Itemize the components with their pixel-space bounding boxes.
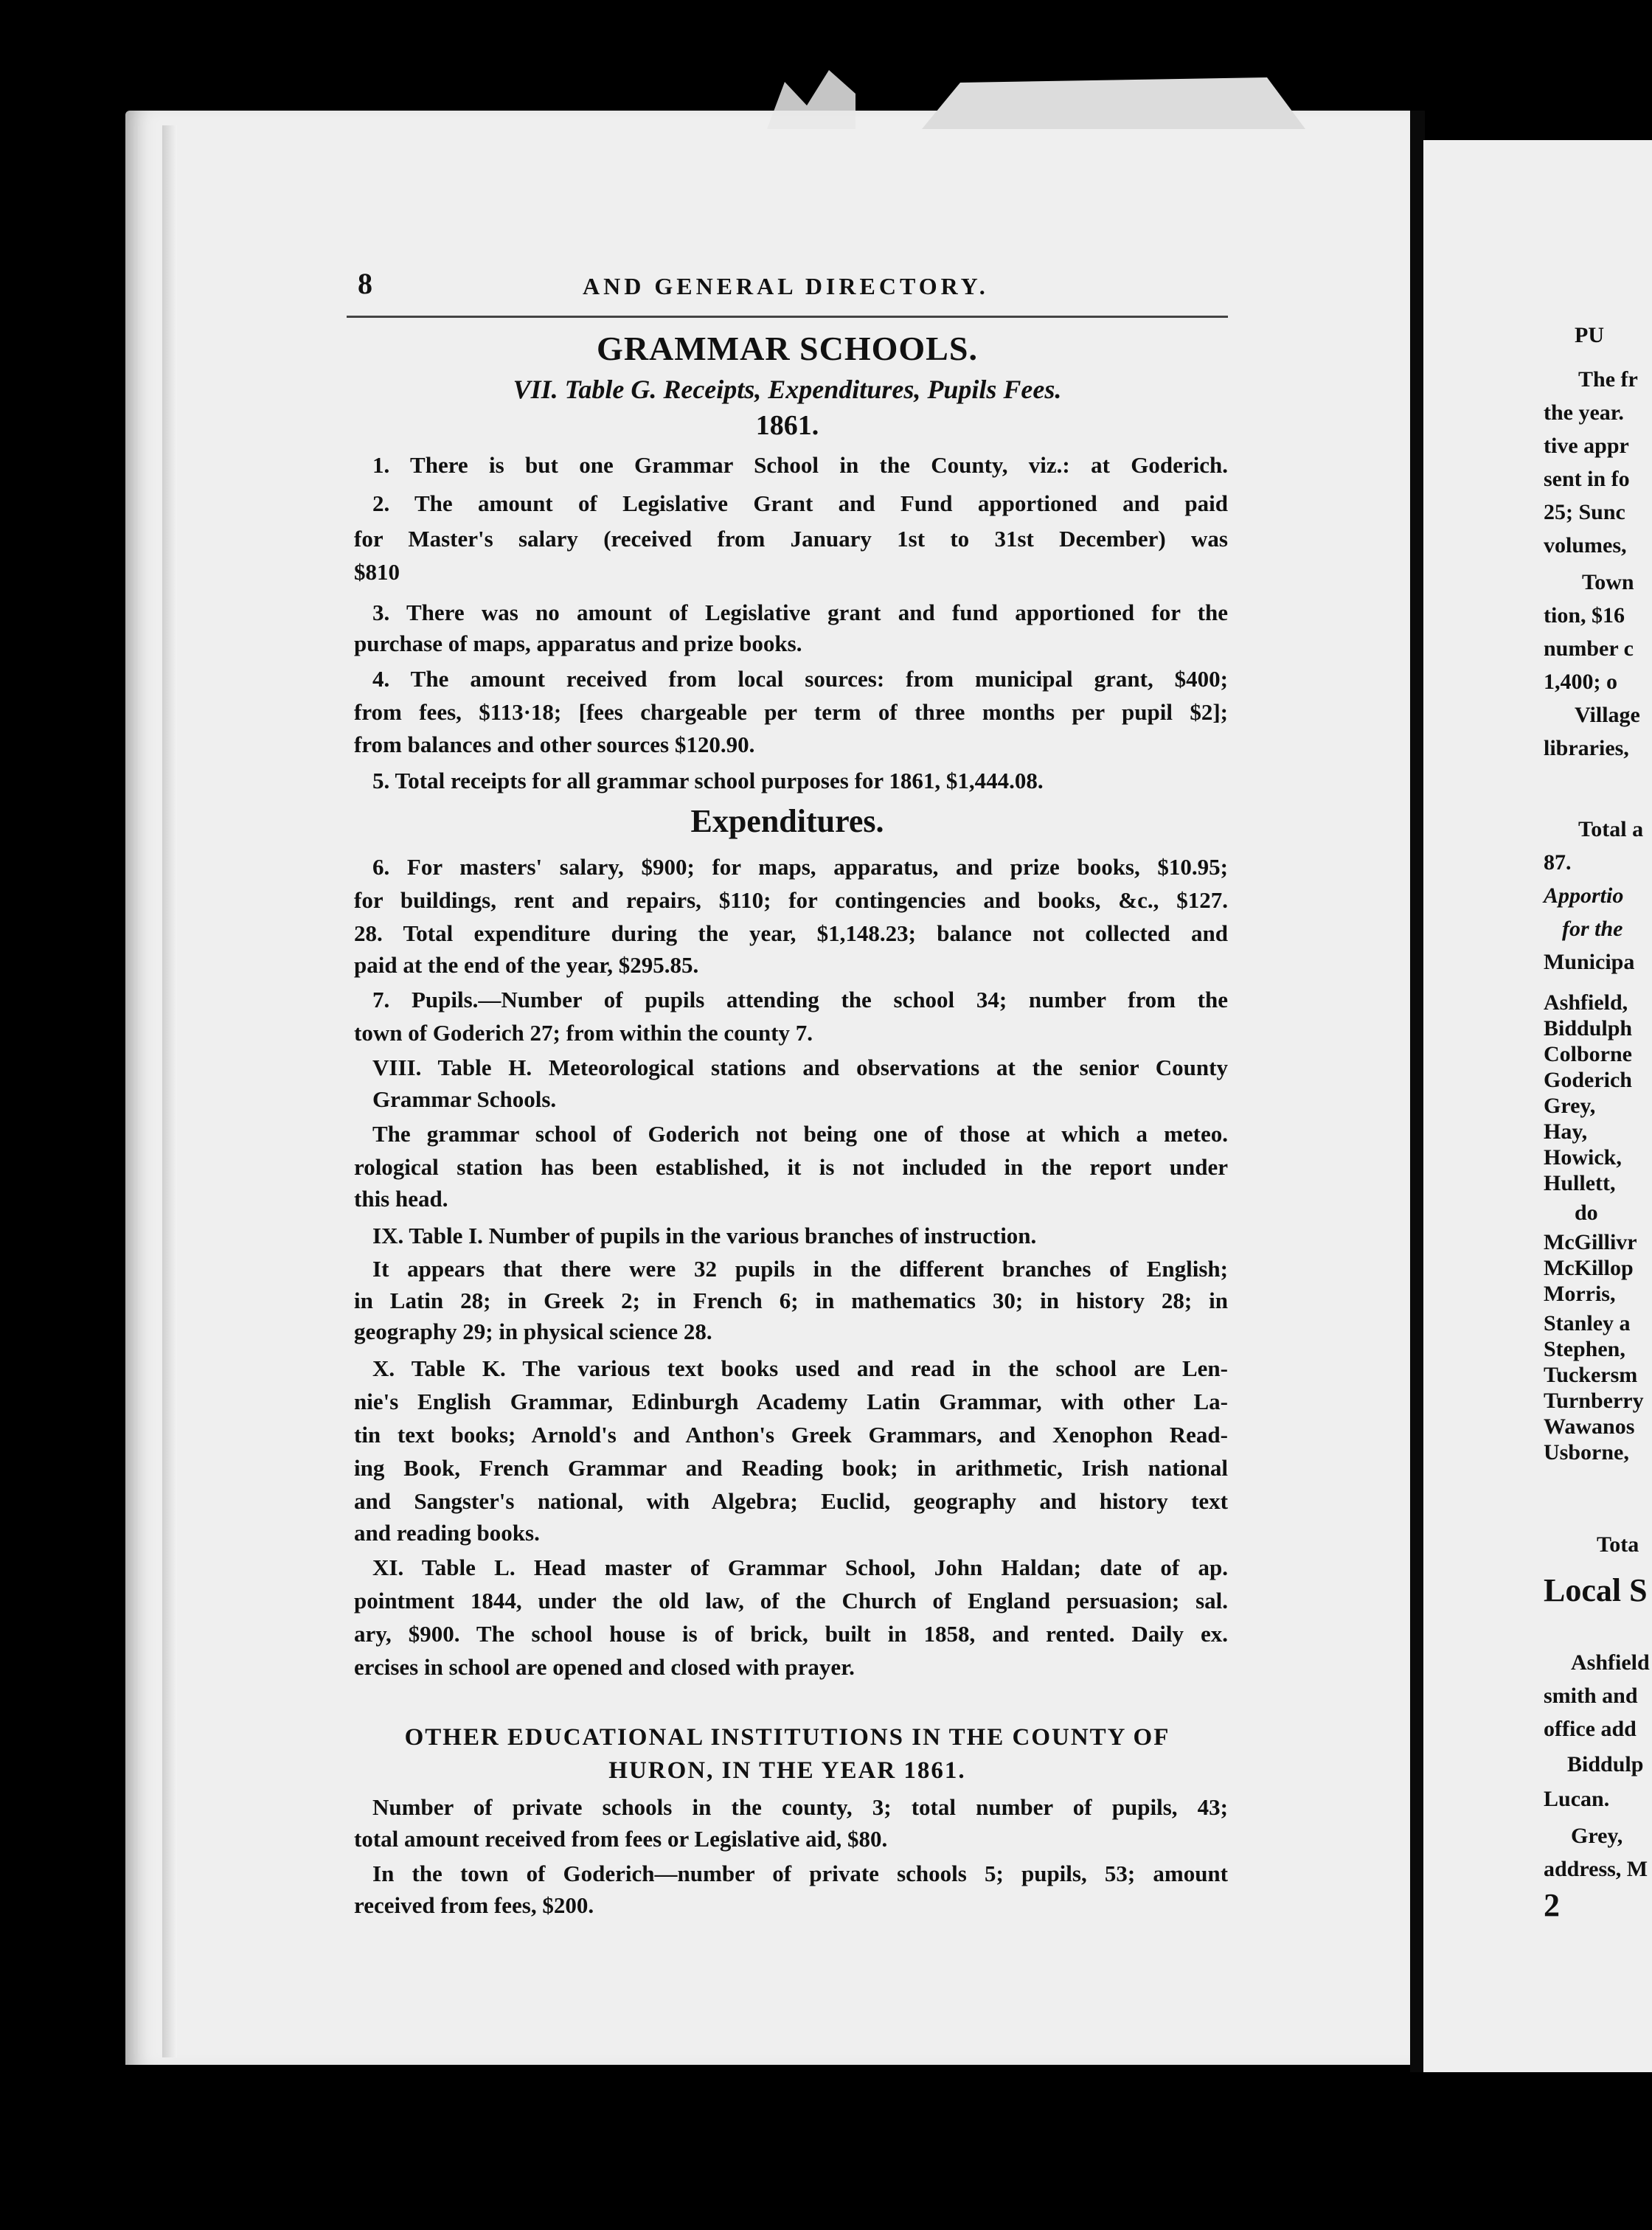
paragraph-line: pointment 1844, under the old law, of the Church of England persuasion; sal. <box>354 1588 1228 1614</box>
paragraph-line: total amount received from fees or Legislative aid, $80. <box>354 1826 888 1852</box>
right-page-line: do <box>1575 1201 1598 1225</box>
paragraph-line: XI. Table L. Head master of Grammar School, John Haldan; date of ap. <box>372 1555 1228 1580</box>
right-page-line: McKillop <box>1544 1256 1634 1280</box>
right-page-line: Stanley a <box>1544 1311 1631 1335</box>
right-page-line: Ashfield <box>1571 1650 1650 1675</box>
paragraph-line: this head. <box>354 1186 448 1212</box>
paper-scrap <box>922 77 1305 129</box>
right-page-line: 87. <box>1544 850 1572 875</box>
right-page-line: 1,400; o <box>1544 670 1617 694</box>
paragraph-line: from balances and other sources $120.90. <box>354 732 755 757</box>
paragraph-line: geography 29; in physical science 28. <box>354 1319 712 1344</box>
paragraph-line: 4. The amount received from local sources: from municipal grant, $400; <box>372 666 1228 692</box>
right-page-line: volumes, <box>1544 533 1627 558</box>
right-page-line: Biddulp <box>1567 1752 1644 1776</box>
right-page-line: Hullett, <box>1544 1171 1616 1195</box>
expenditures-heading: Expenditures. <box>690 803 884 839</box>
right-page-line: Village <box>1575 703 1640 727</box>
paragraph-line: for buildings, rent and repairs, $110; for contingencies and books, &c., $127. <box>354 887 1228 913</box>
paragraph-line: 3. There was no amount of Legislative grant and fund apportioned for the <box>372 600 1228 625</box>
paragraph-line: 6. For masters' salary, $900; for maps, apparatus, and prize books, $10.95; <box>372 854 1228 880</box>
right-page-line: Town <box>1582 570 1634 594</box>
paragraph-line: It appears that there were 32 pupils in the different branches of English; <box>372 1256 1228 1282</box>
paragraph-line: Grammar Schools. <box>372 1086 557 1112</box>
paragraph-line: nie's English Grammar, Edinburgh Academy Latin Grammar, with other La- <box>354 1389 1228 1414</box>
right-page-line: The fr <box>1578 367 1638 392</box>
paragraph-line: X. Table K. The various text books used and read in the school are Len- <box>372 1355 1228 1381</box>
header-rule <box>347 316 1228 318</box>
right-page-line: for the <box>1562 917 1623 941</box>
paragraph-line: and reading books. <box>354 1520 540 1546</box>
paragraph-line: rological station has been established, it is not included in the report under <box>354 1154 1228 1180</box>
right-page-line: Apportio <box>1544 883 1624 908</box>
right-page-line: Municipa <box>1544 950 1635 974</box>
paragraph-line: for Master's salary (received from January 1st to 31st December) was <box>354 526 1228 552</box>
paragraph-line: received from fees, $200. <box>354 1892 594 1918</box>
right-page-line: smith and <box>1544 1684 1638 1708</box>
paragraph-line: town of Goderich 27; from within the county 7. <box>354 1020 813 1046</box>
right-page-line: Morris, <box>1544 1282 1616 1306</box>
other-heading-line1: OTHER EDUCATIONAL INSTITUTIONS IN THE COUNTY OF <box>404 1724 1170 1751</box>
right-page-line: Stephen, <box>1544 1337 1625 1361</box>
paragraph-line: 28. Total expenditure during the year, $1,148.23; balance not collected and <box>354 920 1228 946</box>
right-page-line: Grey, <box>1544 1094 1596 1118</box>
right-page-line: libraries, <box>1544 736 1629 760</box>
right-page-line: Goderich <box>1544 1068 1632 1092</box>
paragraph-line: 7. Pupils.—Number of pupils attending the school 34; number from the <box>372 987 1228 1012</box>
paragraph-line: 1. There is but one Grammar School in the County, viz.: at Goderich. <box>372 452 1228 478</box>
paragraph-line: from fees, $113·18; [fees chargeable per term of three months per pupil $2]; <box>354 699 1228 725</box>
right-page-line: the year. <box>1544 400 1624 425</box>
book-gutter <box>1410 111 1425 2072</box>
right-page-line: Usborne, <box>1544 1440 1629 1465</box>
right-page-line: office add <box>1544 1717 1637 1741</box>
right-page-line: McGillivr <box>1544 1230 1637 1254</box>
right-page-line: 2 <box>1544 1887 1560 1923</box>
paragraph-line: tin text books; Arnold's and Anthon's Greek Grammars, and Xenophon Read- <box>354 1422 1228 1448</box>
paragraph-line: in Latin 28; in Greek 2; in French 6; in mathematics 30; in history 28; in <box>354 1288 1228 1313</box>
paragraph-line: 5. Total receipts for all grammar school purposes for 1861, $1,444.08. <box>372 768 1044 793</box>
paragraph-line: In the town of Goderich—number of private schools 5; pupils, 53; amount <box>372 1861 1228 1886</box>
right-page-line: Tuckersm <box>1544 1363 1638 1387</box>
right-page-line: PU <box>1575 323 1604 347</box>
paragraph-line: The grammar school of Goderich not being one of those at which a meteo. <box>372 1121 1228 1147</box>
paragraph-line: and Sangster's national, with Algebra; Euclid, geography and history text <box>354 1488 1228 1514</box>
page-number: 8 <box>358 267 372 300</box>
right-page-line: Turnberry <box>1544 1389 1644 1413</box>
paper-scrap <box>767 70 856 129</box>
right-page-line: Colborne <box>1544 1042 1632 1066</box>
right-page-line: Wawanos <box>1544 1414 1635 1439</box>
right-page-line: Total a <box>1578 817 1644 841</box>
section-subtitle: VII. Table G. Receipts, Expenditures, Pupils Fees. <box>513 375 1062 404</box>
right-page-line: Lucan. <box>1544 1787 1610 1811</box>
right-page-line: address, M <box>1544 1857 1648 1881</box>
running-title: AND GENERAL DIRECTORY. <box>583 273 989 299</box>
right-page <box>1423 140 1652 2072</box>
right-page-line: Hay, <box>1544 1119 1588 1144</box>
paragraph-line: IX. Table I. Number of pupils in the various branches of instruction. <box>372 1223 1037 1248</box>
right-page-line: Local S <box>1544 1572 1648 1608</box>
paragraph-line: ing Book, French Grammar and Reading book; in arithmetic, Irish national <box>354 1455 1228 1481</box>
section-title: GRAMMAR SCHOOLS. <box>597 330 978 367</box>
paragraph-line: 2. The amount of Legislative Grant and Fund apportioned and paid <box>372 490 1228 516</box>
right-page-line: sent in fo <box>1544 467 1630 491</box>
right-page-line: 25; Sunc <box>1544 500 1625 524</box>
paragraph-line: Number of private schools in the county, 3; total number of pupils, 43; <box>372 1794 1228 1820</box>
right-page-line: tive appr <box>1544 434 1629 458</box>
paragraph-line: paid at the end of the year, $295.85. <box>354 952 699 978</box>
right-page-line: Ashfield, <box>1544 990 1628 1015</box>
paragraph-line: ary, $900. The school house is of brick, built in 1858, and rented. Daily ex. <box>354 1621 1228 1647</box>
other-heading-line2: HURON, IN THE YEAR 1861. <box>608 1757 966 1784</box>
right-page-line: Biddulph <box>1544 1016 1633 1041</box>
paragraph-line: $810 <box>354 559 400 585</box>
page-edge <box>162 125 177 2057</box>
paragraph-line: purchase of maps, apparatus and prize books. <box>354 631 802 656</box>
right-page-line: Grey, <box>1571 1824 1623 1848</box>
right-page-line: Tota <box>1597 1532 1639 1557</box>
right-page-line: tion, $16 <box>1544 603 1625 628</box>
section-year: 1861. <box>755 410 819 441</box>
paragraph-line: ercises in school are opened and closed with prayer. <box>354 1654 855 1680</box>
right-page-line: Howick, <box>1544 1145 1622 1170</box>
right-page-line: number c <box>1544 636 1634 661</box>
paragraph-line: VIII. Table H. Meteorological stations and observations at the senior County <box>372 1055 1228 1080</box>
